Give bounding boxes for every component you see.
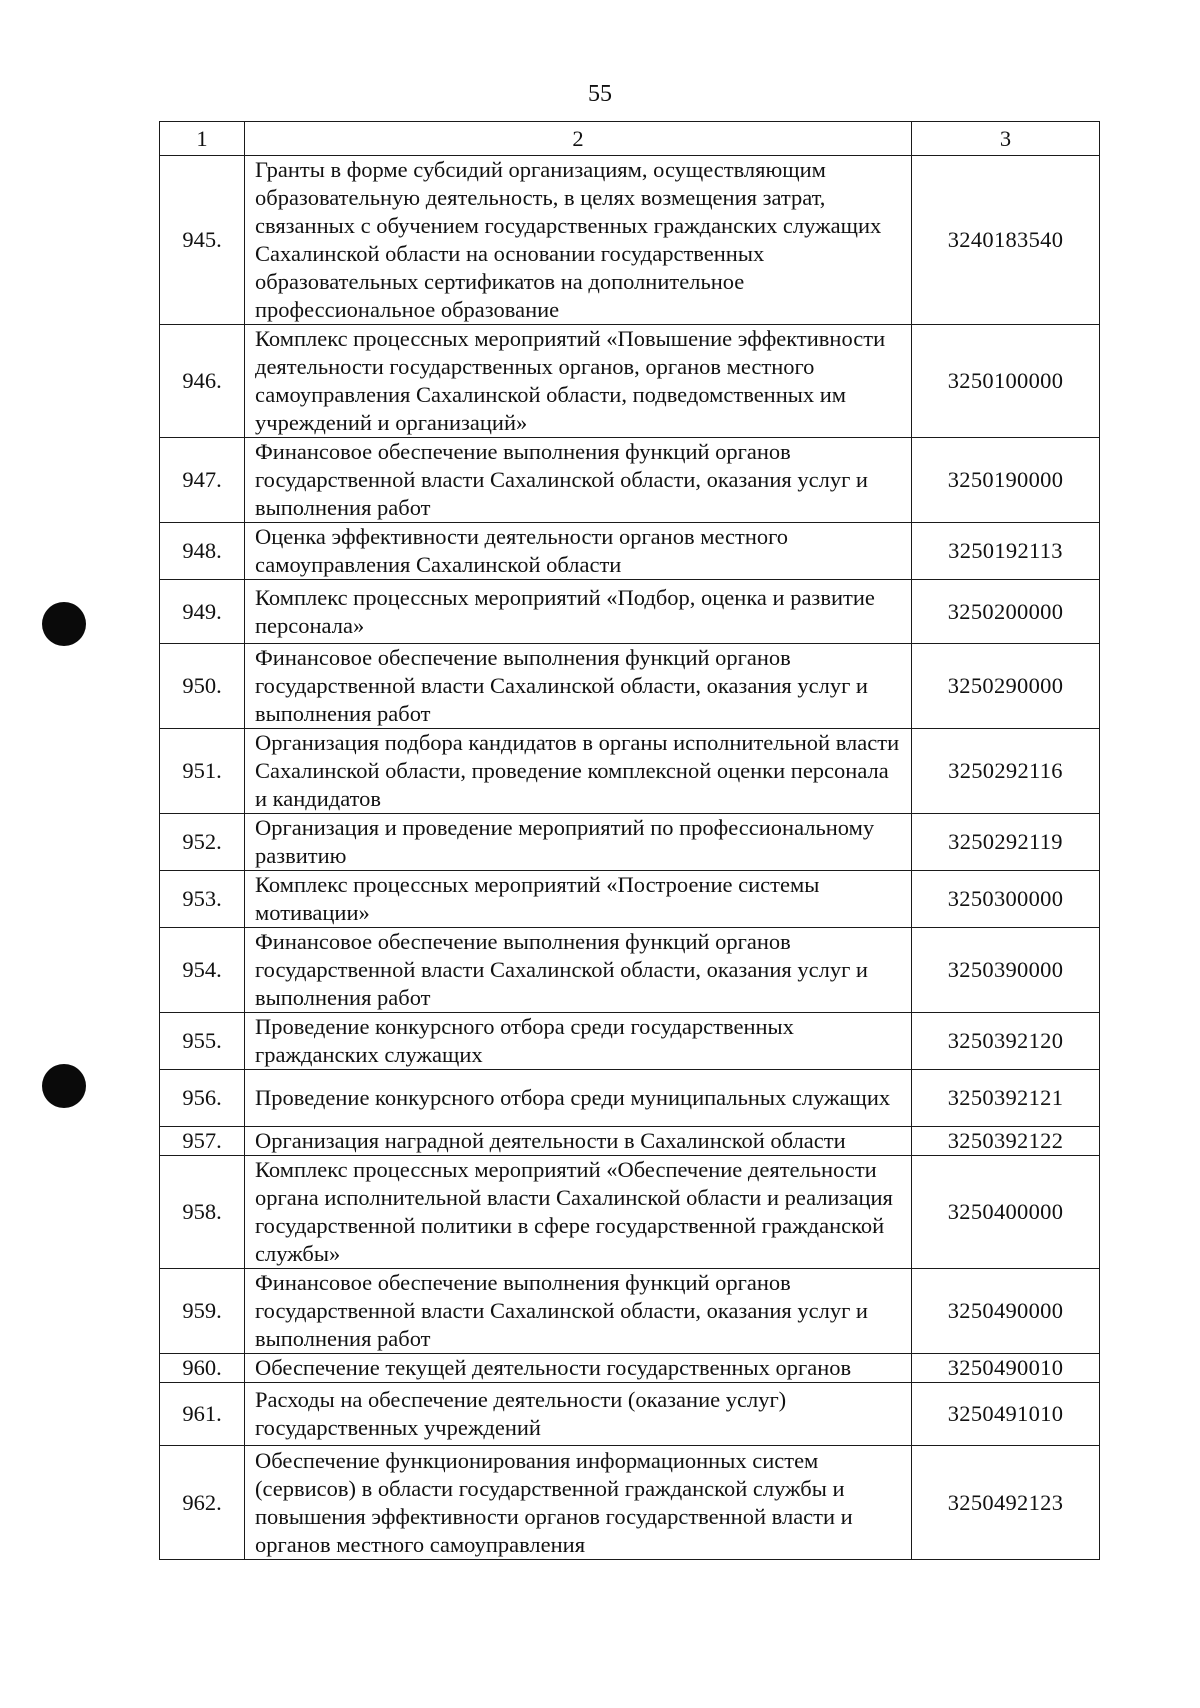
row-code: 3250300000 (912, 871, 1100, 928)
table-row (160, 1354, 1100, 1383)
row-number: 960. (160, 1354, 245, 1383)
row-number: 951. (160, 729, 245, 814)
table-header-row (160, 122, 1100, 156)
table-row (160, 325, 1100, 438)
row-name: Обеспечение функционирования информационных систем (сервисов) в области государственной гражданской службы и повышения эффективности органов государственной власти и органов местного самоуправления (245, 1446, 912, 1560)
row-number: 957. (160, 1127, 245, 1156)
table-row (160, 156, 1100, 325)
row-name: Финансовое обеспечение выполнения функций органов государственной власти Сахалинской области, оказания услуг и выполнения работ (245, 438, 912, 523)
table-row (160, 1383, 1100, 1446)
row-number: 953. (160, 871, 245, 928)
row-number: 948. (160, 523, 245, 580)
row-name: Проведение конкурсного отбора среди муниципальных служащих (245, 1070, 912, 1127)
table-row (160, 1269, 1100, 1354)
row-code: 3250491010 (912, 1383, 1100, 1446)
row-name: Организация наградной деятельности в Сахалинской области (245, 1127, 912, 1156)
row-code: 3250292119 (912, 814, 1100, 871)
row-name: Комплекс процессных мероприятий «Подбор, оценка и развитие персонала» (245, 580, 912, 644)
row-name: Финансовое обеспечение выполнения функций органов государственной власти Сахалинской области, оказания услуг и выполнения работ (245, 644, 912, 729)
row-code: 3250390000 (912, 928, 1100, 1013)
row-name: Организация и проведение мероприятий по профессиональному развитию (245, 814, 912, 871)
table-row (160, 1156, 1100, 1269)
row-name: Обеспечение текущей деятельности государственных органов (245, 1354, 912, 1383)
row-name: Финансовое обеспечение выполнения функций органов государственной власти Сахалинской области, оказания услуг и выполнения работ (245, 1269, 912, 1354)
codes-table (159, 121, 1100, 1560)
row-code: 3250492123 (912, 1446, 1100, 1560)
row-number: 959. (160, 1269, 245, 1354)
table-row (160, 729, 1100, 814)
row-name: Финансовое обеспечение выполнения функций органов государственной власти Сахалинской области, оказания услуг и выполнения работ (245, 928, 912, 1013)
table-row (160, 1446, 1100, 1560)
row-code: 3250292116 (912, 729, 1100, 814)
row-number: 949. (160, 580, 245, 644)
row-number: 947. (160, 438, 245, 523)
table-row (160, 1013, 1100, 1070)
row-code: 3250100000 (912, 325, 1100, 438)
row-code: 3250290000 (912, 644, 1100, 729)
row-number: 945. (160, 156, 245, 325)
row-name: Проведение конкурсного отбора среди государственных гражданских служащих (245, 1013, 912, 1070)
table-row (160, 871, 1100, 928)
table-row (160, 928, 1100, 1013)
table-row (160, 523, 1100, 580)
header-col-2: 2 (245, 122, 912, 156)
table-row (160, 814, 1100, 871)
row-code: 3240183540 (912, 156, 1100, 325)
header-col-1: 1 (160, 122, 245, 156)
row-name: Комплекс процессных мероприятий «Построение системы мотивации» (245, 871, 912, 928)
row-name: Комплекс процессных мероприятий «Повышение эффективности деятельности государственных органов, органов местного самоуправления Сахалинской области, подведомственных им учреждений и организаций» (245, 325, 912, 438)
header-col-3: 3 (912, 122, 1100, 156)
row-code: 3250392122 (912, 1127, 1100, 1156)
row-number: 946. (160, 325, 245, 438)
row-name: Организация подбора кандидатов в органы исполнительной власти Сахалинской области, проведение комплексной оценки персонала и кандидатов (245, 729, 912, 814)
table-row (160, 580, 1100, 644)
table-row (160, 644, 1100, 729)
row-code: 3250192113 (912, 523, 1100, 580)
row-name: Расходы на обеспечение деятельности (оказание услуг) государственных учреждений (245, 1383, 912, 1446)
row-name: Комплекс процессных мероприятий «Обеспечение деятельности органа исполнительной власти Сахалинской области и реализация государственной политики в сфере государственной гражданской службы» (245, 1156, 912, 1269)
row-code: 3250392121 (912, 1070, 1100, 1127)
table-row (160, 1127, 1100, 1156)
row-code: 3250190000 (912, 438, 1100, 523)
row-code: 3250400000 (912, 1156, 1100, 1269)
punch-hole-mark (42, 1064, 86, 1108)
row-number: 956. (160, 1070, 245, 1127)
row-number: 950. (160, 644, 245, 729)
row-name: Оценка эффективности деятельности органов местного самоуправления Сахалинской области (245, 523, 912, 580)
row-code: 3250490010 (912, 1354, 1100, 1383)
row-code: 3250392120 (912, 1013, 1100, 1070)
row-number: 962. (160, 1446, 245, 1560)
row-number: 961. (160, 1383, 245, 1446)
punch-hole-mark (42, 602, 86, 646)
row-number: 952. (160, 814, 245, 871)
table-row (160, 438, 1100, 523)
row-number: 955. (160, 1013, 245, 1070)
row-code: 3250200000 (912, 580, 1100, 644)
table-row (160, 1070, 1100, 1127)
row-code: 3250490000 (912, 1269, 1100, 1354)
row-number: 958. (160, 1156, 245, 1269)
row-name: Гранты в форме субсидий организациям, осуществляющим образовательную деятельность, в целях возмещения затрат, связанных с обучением государственных гражданских служащих Сахалинской области на основании государственных образовательных сертификатов на дополнительное профессиональное образование (245, 156, 912, 325)
page-number: 55 (588, 81, 612, 107)
row-number: 954. (160, 928, 245, 1013)
